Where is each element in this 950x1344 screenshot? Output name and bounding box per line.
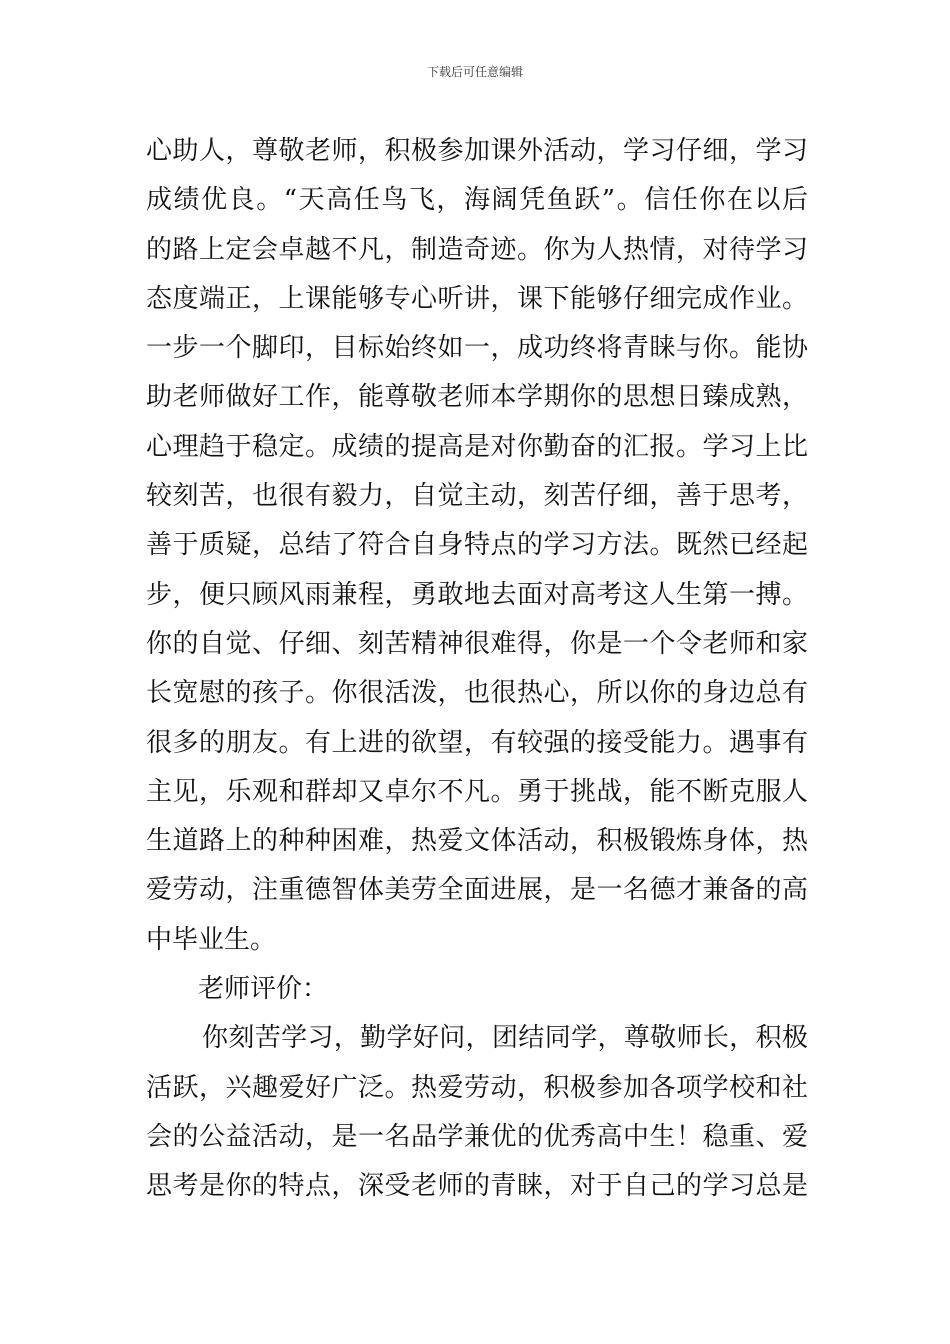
text-line: 中毕业生。 [146, 924, 277, 955]
text-line: 心理趋于稳定。成绩的提高是对你勤奋的汇报。学习上比 [146, 431, 808, 462]
text-line: 生道路上的种种困难，热爱文体活动，积极锻炼身体，热 [146, 826, 808, 857]
text-line: 主见，乐观和群却又卓尔不凡。勇于挑战，能不断克服人 [146, 776, 808, 807]
paragraph-comment [146, 127, 808, 965]
text-line: 思考是你的特点，深受老师的青睐，对于自己的学习总是 [146, 1171, 808, 1202]
section-heading: 老师评价： [198, 974, 329, 1005]
text-line: 步，便只顾风雨兼程，勇敢地去面对高考这人生第一搏。 [146, 579, 808, 610]
document-body [146, 127, 808, 1212]
paragraph-teacher-evaluation [146, 1014, 808, 1211]
text-line: 爱劳动，注重德智体美劳全面进展，是一名德才兼备的高 [146, 875, 808, 906]
text-line: 你刻苦学习，勤学好问，团结同学，尊敬师长，积极 [202, 1023, 808, 1054]
text-line: 很多的朋友。有上进的欲望，有较强的接受能力。遇事有 [146, 727, 808, 758]
text-line: 会的公益活动，是一名品学兼优的优秀高中生！稳重、爱 [146, 1121, 808, 1152]
text-line: 善于质疑，总结了符合自身特点的学习方法。既然已经起 [146, 530, 808, 561]
section-heading-teacher-evaluation [146, 965, 808, 1014]
text-line: 一步一个脚印，目标始终如一，成功终将青睐与你。能协 [146, 333, 808, 364]
text-line: 成绩优良。“天高任鸟飞，海阔凭鱼跃”。信任你在以后 [146, 185, 808, 216]
text-line: 你的自觉、仔细、刻苦精神很难得，你是一个令老师和家 [146, 628, 808, 659]
text-line: 的路上定会卓越不凡，制造奇迹。你为人热情，对待学习 [146, 234, 808, 265]
text-line: 助老师做好工作，能尊敬老师本学期你的思想日臻成熟， [146, 382, 808, 413]
text-line: 活跃，兴趣爱好广泛。热爱劳动，积极参加各项学校和社 [146, 1072, 808, 1103]
text-line: 态度端正，上课能够专心听讲，课下能够仔细完成作业。 [146, 283, 808, 314]
text-line: 心助人，尊敬老师，积极参加课外活动，学习仔细，学习 [146, 136, 808, 166]
text-line: 长宽慰的孩子。你很活泼，也很热心，所以你的身边总有 [146, 678, 808, 709]
text-line: 较刻苦，也很有毅力，自觉主动，刻苦仔细，善于思考， [146, 481, 808, 512]
page-header: 下载后可任意编辑 [426, 65, 523, 79]
